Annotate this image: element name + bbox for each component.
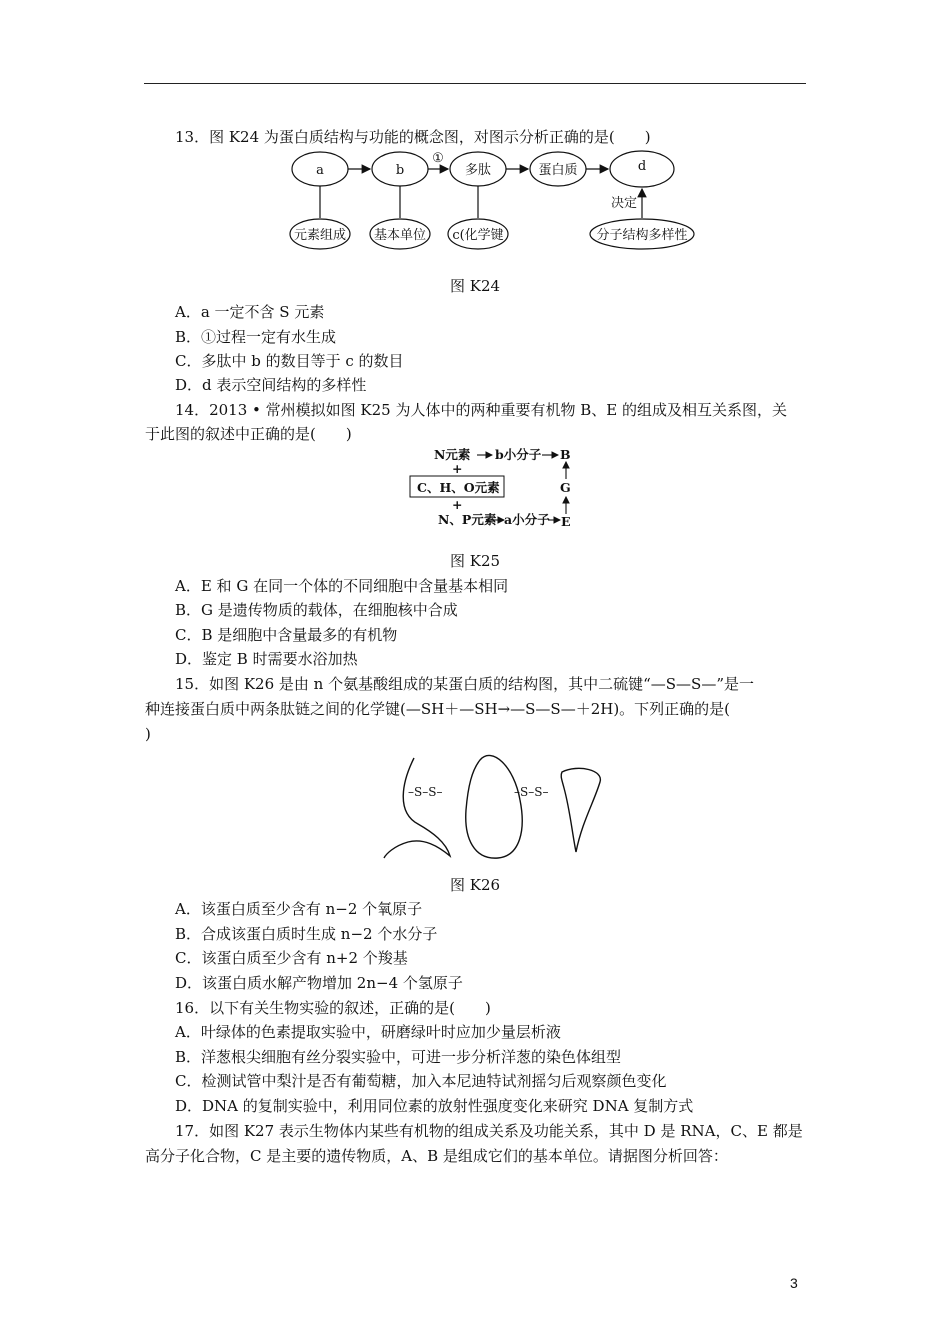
- k26-chain-right: [561, 768, 600, 852]
- q15-option-a: A．该蛋白质至少含有 n−2 个氧原子: [175, 900, 423, 918]
- q14-option-c: C．B 是细胞中含量最多的有机物: [175, 626, 398, 644]
- q16-option-b: B．洋葱根尖细胞有丝分裂实验中，可进一步分析洋葱的染色体组型: [175, 1048, 622, 1066]
- q15-option-c: C．该蛋白质至少含有 n+2 个羧基: [175, 949, 408, 967]
- node-b-label: b: [395, 163, 405, 178]
- k25-chO-element: C、H、O元素: [417, 480, 500, 495]
- k25-g: G: [560, 480, 571, 495]
- k25-np-element: N、P元素: [438, 512, 497, 527]
- k25-plus-2: +: [452, 497, 463, 512]
- caption-k24: 图 K24: [449, 277, 501, 295]
- k25-e: E: [561, 514, 571, 529]
- step-mark: ①: [432, 151, 444, 166]
- q13-stem: 13．图 K24 为蛋白质结构与功能的概念图，对图示分析正确的是( ): [175, 128, 651, 146]
- node-peptide-label: 多肽: [464, 163, 492, 178]
- k26-chain-left: [384, 758, 450, 858]
- q14-option-d: D．鉴定 B 时需要水浴加热: [175, 650, 358, 668]
- node-d-label: d: [637, 159, 647, 174]
- k26-chain-middle: [466, 755, 522, 858]
- k26-bond-1: –S–S–: [408, 785, 443, 799]
- node-a-label: a: [316, 163, 324, 178]
- k26-bond-2: –S–S–: [514, 785, 549, 799]
- page-number: 3: [790, 1275, 798, 1291]
- node-protein-label: 蛋白质: [538, 163, 578, 178]
- q17-stem-line1: 17．如图 K27 表示生物体内某些有机物的组成关系及功能关系，其中 D 是 RNA，C、E 都是: [175, 1122, 803, 1140]
- q16-option-d: D．DNA 的复制实验中，利用同位素的放射性强度变化来研究 DNA 复制方式: [175, 1097, 694, 1115]
- figure-k26: [380, 752, 610, 862]
- q14-stem-line1: 14．2013 • 常州模拟如图 K25 为人体中的两种重要有机物 B、E 的组成及相互关系图，关: [175, 401, 787, 419]
- k25-n-element: N元素: [434, 447, 471, 462]
- q15-option-b: B．合成该蛋白质时生成 n−2 个水分子: [175, 925, 438, 943]
- q14-option-a: A．E 和 G 在同一个体的不同细胞中含量基本相同: [175, 577, 509, 595]
- q16-option-a: A．叶绿体的色素提取实验中，研磨绿叶时应加少量层析液: [175, 1023, 561, 1041]
- q15-option-d: D．该蛋白质水解产物增加 2n−4 个氢原子: [175, 974, 463, 992]
- k25-a-molecule: a小分子: [504, 512, 550, 527]
- figure-k25: [400, 442, 600, 534]
- k25-b-molecule: b小分子: [495, 447, 542, 462]
- k25-plus-1: +: [452, 461, 463, 476]
- q15-stem-line1: 15．如图 K26 是由 n 个氨基酸组成的某蛋白质的结构图，其中二硫键“—S—S—”是一: [175, 675, 755, 693]
- q14-option-b: B．G 是遗传物质的载体，在细胞核中合成: [175, 601, 458, 619]
- sub-elements-label: 元素组成: [293, 228, 347, 243]
- k25-b: B: [560, 447, 571, 462]
- caption-k26: 图 K26: [449, 876, 501, 894]
- header-rule: [144, 83, 806, 84]
- q15-stem-line3: ): [145, 725, 151, 743]
- q13-option-a: A．a 一定不含 S 元素: [175, 303, 325, 321]
- q13-option-b: B．①过程一定有水生成: [175, 328, 337, 346]
- q17-stem-line2: 高分子化合物，C 是主要的遗传物质，A、B 是组成它们的基本单位。请据图分析回答：: [145, 1147, 728, 1165]
- decide-label: 决定: [610, 196, 638, 211]
- q15-stem-line2: 种连接蛋白质中两条肽链之间的化学键(—SH＋—SH→—S—S—＋2H)。下列正确的是(: [145, 700, 731, 718]
- sub-diversity-label: 分子结构多样性: [596, 228, 688, 243]
- q13-option-d: D．d 表示空间结构的多样性: [175, 376, 367, 394]
- q16-stem: 16．以下有关生物实验的叙述，正确的是( ): [175, 999, 491, 1017]
- figure-k24: [280, 148, 710, 253]
- q14-stem-line2: 于此图的叙述中正确的是( ): [145, 425, 352, 443]
- q16-option-c: C．检测试管中梨汁是否有葡萄糖，加入本尼迪特试剂摇匀后观察颜色变化: [175, 1072, 667, 1090]
- sub-bond-label: c(化学键: [452, 228, 504, 243]
- caption-k25: 图 K25: [449, 552, 501, 570]
- sub-unit-label: 基本单位: [373, 228, 427, 243]
- q13-option-c: C．多肽中 b 的数目等于 c 的数目: [175, 352, 404, 370]
